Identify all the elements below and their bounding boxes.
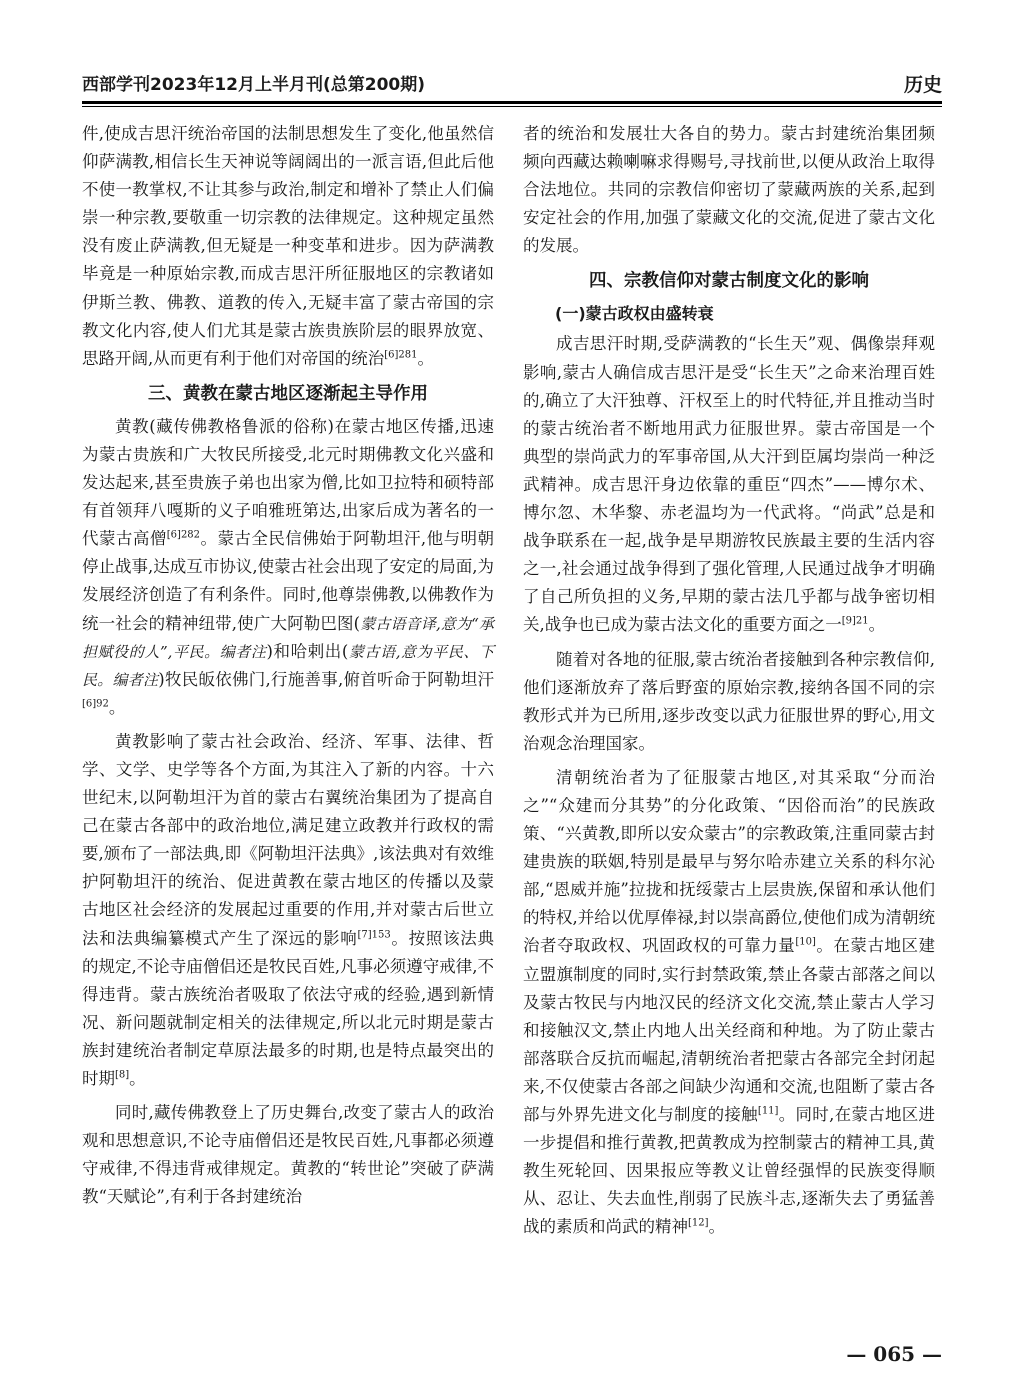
paragraph: 黄教影响了蒙古社会政治、经济、军事、法律、哲学、文学、史学等各个方面,为其注入了新的内容。十六世纪末,以阿勒坦汗为首的蒙古右翼统治集团为了提高自己在蒙古各部中的政治地位,满足建立政教并行政权的需要,颁布了一部法典,即《阿勒坦汗法典》,该法典对有效维护阿勒坦汗的统治、促进黄教在蒙古地区的传播以及蒙古地区社会经济的发展起过重要的作用,并对蒙古后世立法和法典编纂模式产生了深远的影响$^{[7]153}$。按照该法典的规定,不论寺庙僧侣还是牧民百姓,凡事必须遵守戒律,不得违背。蒙古族统治者吸取了依法守戒的经验,遇到新情况、新问题就制定相关的法律规定,所以北元时期是蒙古族封建统治者制定草原法最多的时期,也是特点最突出的时期[8]。: [82, 731, 495, 1088]
editor-note: 蒙古语,意为平民、下民。编者注: [82, 642, 494, 689]
section-heading: 三、黄教在蒙古地区逐渐起主导作用: [148, 383, 428, 404]
citation: [11]: [757, 1105, 779, 1117]
citation: [12]: [688, 1217, 709, 1229]
header-rule-thin: [82, 106, 942, 107]
page-number: — 065 —: [846, 1342, 942, 1366]
running-header: [82, 64, 942, 100]
paragraph: 黄教(藏传佛教格鲁派的俗称)在蒙古地区传播,迅速为蒙古贵族和广大牧民所接受,北元时期佛教文化兴盛和发达起来,甚至贵族子弟也出家为僧,比如卫拉特和硕特部有首领拜八嘎斯的义子咱雅班第达,出家后成为著名的一代蒙古高僧$^{[6]282}$。蒙古全民信佛始于阿勒坦汗,他与明朝停止战事,达成互市协议,使蒙古社会出现了安定的局面,为发展经济创造了有利条件。同时,他尊崇佛教,以佛教作为统一社会的精神纽带,使广大阿勒巴图(蒙古语音译,意为“承担赋役的人”,平民。编者注)和哈剌出(蒙古语,意为平民、下民。编者注)牧民皈依佛门,行施善事,俯首听命于阿勒坦汗$^{[6]92}$。: [82, 416, 494, 717]
citation: [6]281: [384, 349, 418, 361]
editor-note: 蒙古语音译,意为“承担赋役的人”,平民。编者注: [82, 614, 494, 661]
section-name: 历史: [903, 74, 942, 96]
left-column: [82, 120, 494, 1217]
citation: [7]153: [357, 929, 391, 941]
paragraph: 随着对各地的征服,蒙古统治者接触到各种宗教信仰,他们逐渐放弃了落后野蛮的原始宗教,接纳各国不同的宗教形式并为已所用,逐步改变以武力征服世界的野心,用文治观念治理国家。: [523, 649, 935, 753]
paragraph: 清朝统治者为了征服蒙古地区,对其采取“分而治之”“众建而分其势”的分化政策、“因俗而治”的民族政策、“兴黄教,即所以安众蒙古”的宗教政策,注重同蒙古封建贵族的联姻,特别是最早与努尔哈赤建立关系的科尔沁部,“恩威并施”拉拢和抚绥蒙古上层贵族,保留和承认他们的特权,并给以优厚俸禄,封以崇高爵位,使他们成为清朝统治者夺取政权、巩固政权的可靠力量[10]。在蒙古地区建立盟旗制度的同时,实行封禁政策,禁止各蒙古部落之间以及蒙古牧民与内地汉民的经济文化交流,禁止蒙古人学习和接触汉文,禁止内地人出关经商和种地。为了防止蒙古部落联合反抗而崛起,清朝统治者把蒙古各部完全封闭起来,不仅使蒙古各部之间缺少沟通和交流,也阻断了蒙古各部与外界先进文化与制度的接触[11]。同时,在蒙古地区进一步提倡和推行黄教,把黄教成为控制蒙古的精神工具,黄教生死轮回、因果报应等教义让曾经强悍的民族变得顺从、忍让、失去血性,削弱了民族斗志,逐渐失去了勇猛善战的素质和尚武的精神[12]。: [523, 767, 936, 1237]
citation: [8]: [115, 1069, 130, 1081]
right-column: [523, 120, 935, 1247]
paragraph: 成吉思汗时期,受萨满教的“长生天”观、偶像崇拜观影响,蒙古人确信成吉思汗是受“长生天”之命来治理百姓的,确立了大汗独尊、汗权至上的时代特征,并且推动当时的蒙古统治者不断地用武力征服世界。蒙古帝国是一个典型的崇尚武力的军事帝国,从大汗到臣属均崇尚一种泛武精神。成吉思汗身边依靠的重臣“四杰”——博尔术、博尔忽、木华黎、赤老温均为一代武将。“尚武”总是和战争联系在一起,战争是早期游牧民族最主要的生活内容之一,社会通过战争得到了强化管理,人民通过战争才明确了自己所负担的义务,早期的蒙古法几乎都与战争密切相关,战争也已成为蒙古法文化的重要方面之一$^{[9]21}$。: [523, 334, 935, 635]
paragraph: 者的统治和发展壮大各自的势力。蒙古封建统治集团频频向西藏达赖喇嘛求得赐号,寻找前世,以便从政治上取得合法地位。共同的宗教信仰密切了蒙藏两族的关系,起到安定社会的作用,加强了蒙藏文化的交流,促进了蒙古文化的发展。: [523, 124, 935, 256]
journal-title: 西部学刊2023年12月上半月刊(总第200期): [82, 75, 425, 95]
section-heading: 四、宗教信仰对蒙古制度文化的影响: [589, 271, 869, 292]
header-rule: [82, 101, 942, 104]
subsection-heading: (一)蒙古政权由盛转衰: [555, 304, 714, 324]
citation: [6]282: [166, 529, 201, 541]
citation: [9]21: [841, 615, 869, 627]
paragraph: 同时,藏传佛教登上了历史舞台,改变了蒙古人的政治观和思想意识,不论寺庙僧侣还是牧民百姓,凡事都必须遵守戒律,不得违背戒律规定。黄教的“转世论”突破了萨满教“天赋论”,有利于各封建统治: [82, 1103, 494, 1207]
citation: [10]: [795, 936, 816, 948]
citation: [6]92: [82, 698, 109, 710]
paragraph: 件,使成吉思汗统治帝国的法制思想发生了变化,他虽然信仰萨满教,相信长生天神说等阔阔出的一派言语,但此后他不使一教掌权,不让其参与政治,制定和增补了禁止人们偏崇一种宗教,要敬重一切宗教的法律规定。这种规定虽然没有废止萨满教,但无疑是一种变革和进步。因为萨满教毕竟是一种原始宗教,而成吉思汗所征服地区的宗教诸如伊斯兰教、佛教、道教的传入,无疑丰富了蒙古帝国的宗教文化内容,使人们尤其是蒙古族贵族阶层的眼界放宽、思路开阔,从而更有利于他们对帝国的统治$^{[6]281}$。: [82, 124, 494, 368]
